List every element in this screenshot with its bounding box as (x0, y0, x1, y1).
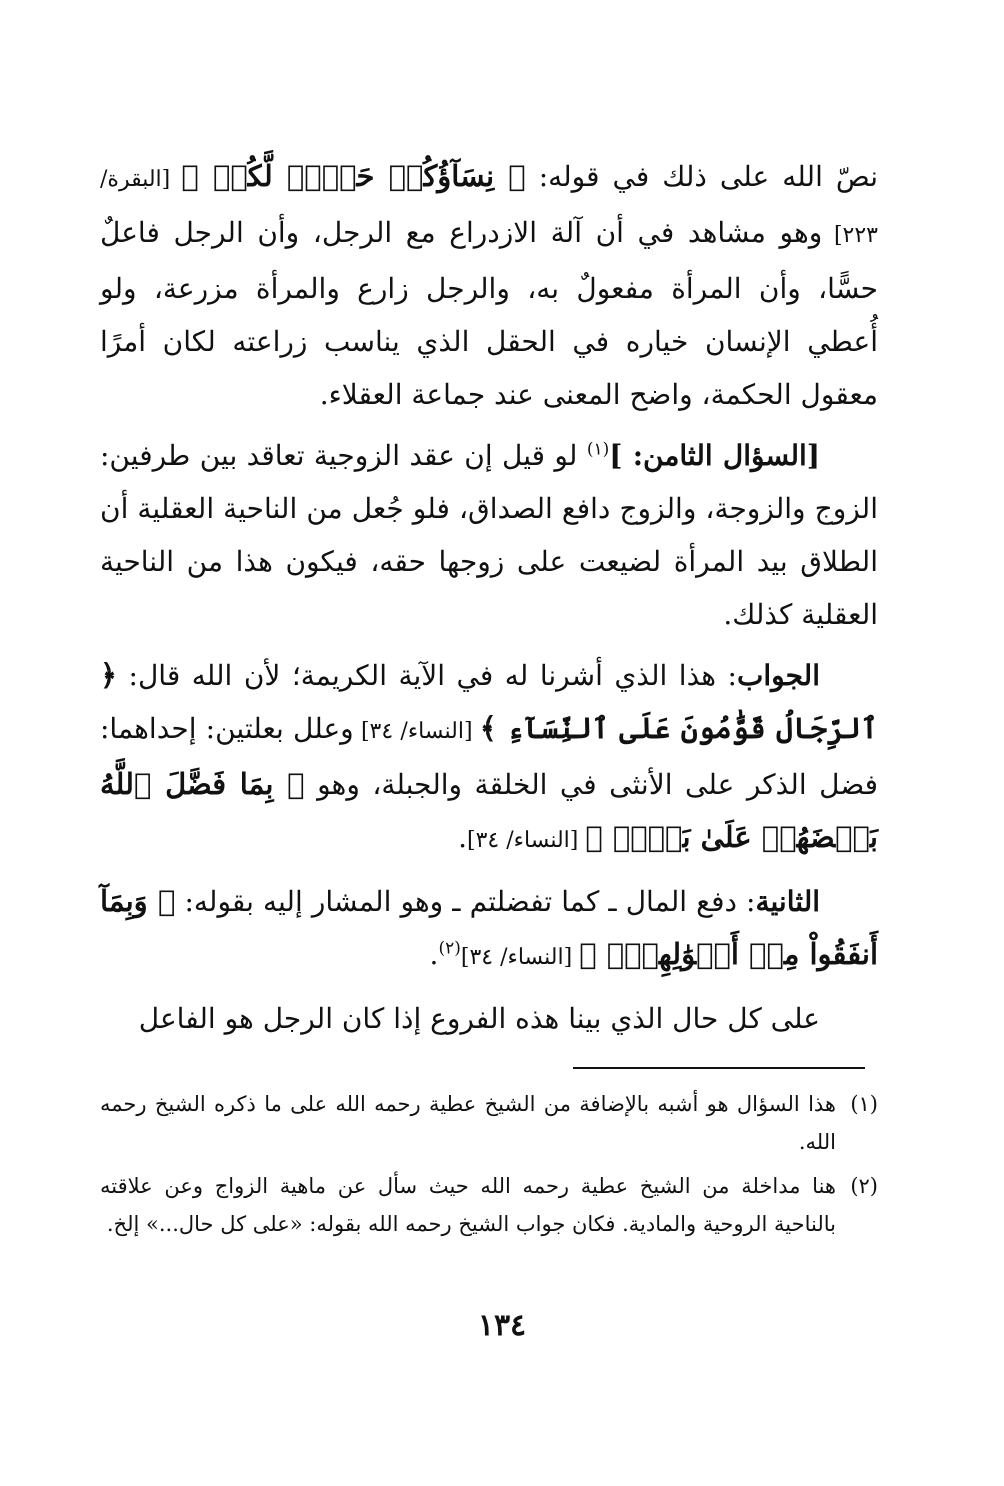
quran-verse-3: ﴿ بِمَا فَضَّلَ ٱللَّهُ بَعۡضَهُمۡ عَلَىٰ بَعۡضٖ ﴾ (100, 767, 878, 854)
footnote-2-number: (٢) (850, 1174, 878, 1198)
answer-label: الجواب (737, 659, 820, 692)
paragraph-4 (100, 875, 878, 984)
footnote-1-number: (١) (850, 1092, 878, 1116)
paragraph-4-text-1: : دفع المال ـ كما تفضلتم ـ وهو المشار إليه بقوله: (175, 885, 756, 918)
paragraph-3-text-1: : هذا الذي أشرنا له في الآية الكريمة؛ لأن الله قال: (117, 659, 737, 692)
footnote-2 (100, 1167, 878, 1243)
main-text (100, 150, 878, 1045)
quran-verse-1: ﴿ نِسَآؤُكُمۡ حَرۡثٞ لَّكُمۡ ﴾ (181, 159, 526, 193)
paragraph-3-end: . (458, 821, 467, 854)
paragraph-5 (100, 992, 878, 1045)
second-reason-label: الثانية (755, 885, 820, 918)
footnote-1-text: هذا السؤال هو أشبه بالإضافة من الشيخ عطية رحمه الله على ما ذكره الشيخ رحمه الله. (100, 1092, 836, 1154)
paragraph-3-text-2: وعلل بعلتين: إحداهما: فضل الذكر على الأنثى في الخلقة والجبلة، وهو (100, 712, 878, 801)
footnote-1 (100, 1085, 878, 1161)
paragraph-1-text-1: نصّ الله على ذلك في قوله: (525, 160, 878, 193)
footnote-marker-2: (٢) (438, 938, 461, 959)
verse-reference-3: [النساء/ ٣٤] (467, 828, 586, 853)
quran-verse-2: ﴿ ٱلرِّجَالُ قَوَّٰمُونَ عَلَى ٱلنِّسَآءِ ﴾ (100, 658, 878, 745)
footnote-marker-1: (١) (586, 439, 610, 460)
verse-reference-1: [البقرة/ ٢٢٣] (100, 167, 878, 248)
paragraph-2 (100, 429, 878, 641)
paragraph-1 (100, 150, 878, 421)
verse-reference-2: [النساء/ ٣٤] (353, 719, 480, 744)
paragraph-4-end: . (429, 938, 439, 971)
paragraph-2-text: لو قيل إن عقد الزوجية تعاقد بين طرفين: الزوج والزوجة، والزوج دافع الصداق، فلو جُعل من الناحية العقلية أن الطلاق بيد المرأة لضيعت على زوجها حقه، فيكون هذا من الناحية العقلية كذلك. (100, 439, 878, 631)
paragraph-3 (100, 649, 878, 867)
page-number: ١٣٤ (477, 1308, 527, 1343)
question-label: [السؤال الثامن: ] (609, 439, 820, 472)
verse-reference-4: [النساء/ ٣٤] (460, 945, 580, 970)
paragraph-5-text: على كل حال الذي بينا هذه الفروع إذا كان الرجل هو الفاعل (138, 1002, 820, 1035)
quran-verse-4: ﴿ وَبِمَآ أَنفَقُواْ مِنۡ أَمۡوَٰلِهِمۡۚ ﴾ (100, 884, 878, 971)
footnotes (100, 1085, 878, 1249)
footnote-separator (573, 1067, 865, 1069)
paragraph-1-text-2: وهو مشاهد في أن آلة الازدراع مع الرجل، وأن الرجل فاعلٌ حسًّا، وأن المرأة مفعولٌ به، والرجل زارع والمرأة مزرعة، ولو أُعطي الإنسان خياره في الحقل الذي يناسب زراعته لكان أمرًا معقول الحكمة، واضح المعنى عند جماعة العقلاء. (100, 216, 878, 411)
footnote-2-text: هنا مداخلة من الشيخ عطية رحمه الله حيث سأل عن ماهية الزواج وعن علاقته بالناحية الروحية والمادية. فكان جواب الشيخ رحمه الله بقوله: «على كل حال...» إلخ. (100, 1174, 836, 1236)
